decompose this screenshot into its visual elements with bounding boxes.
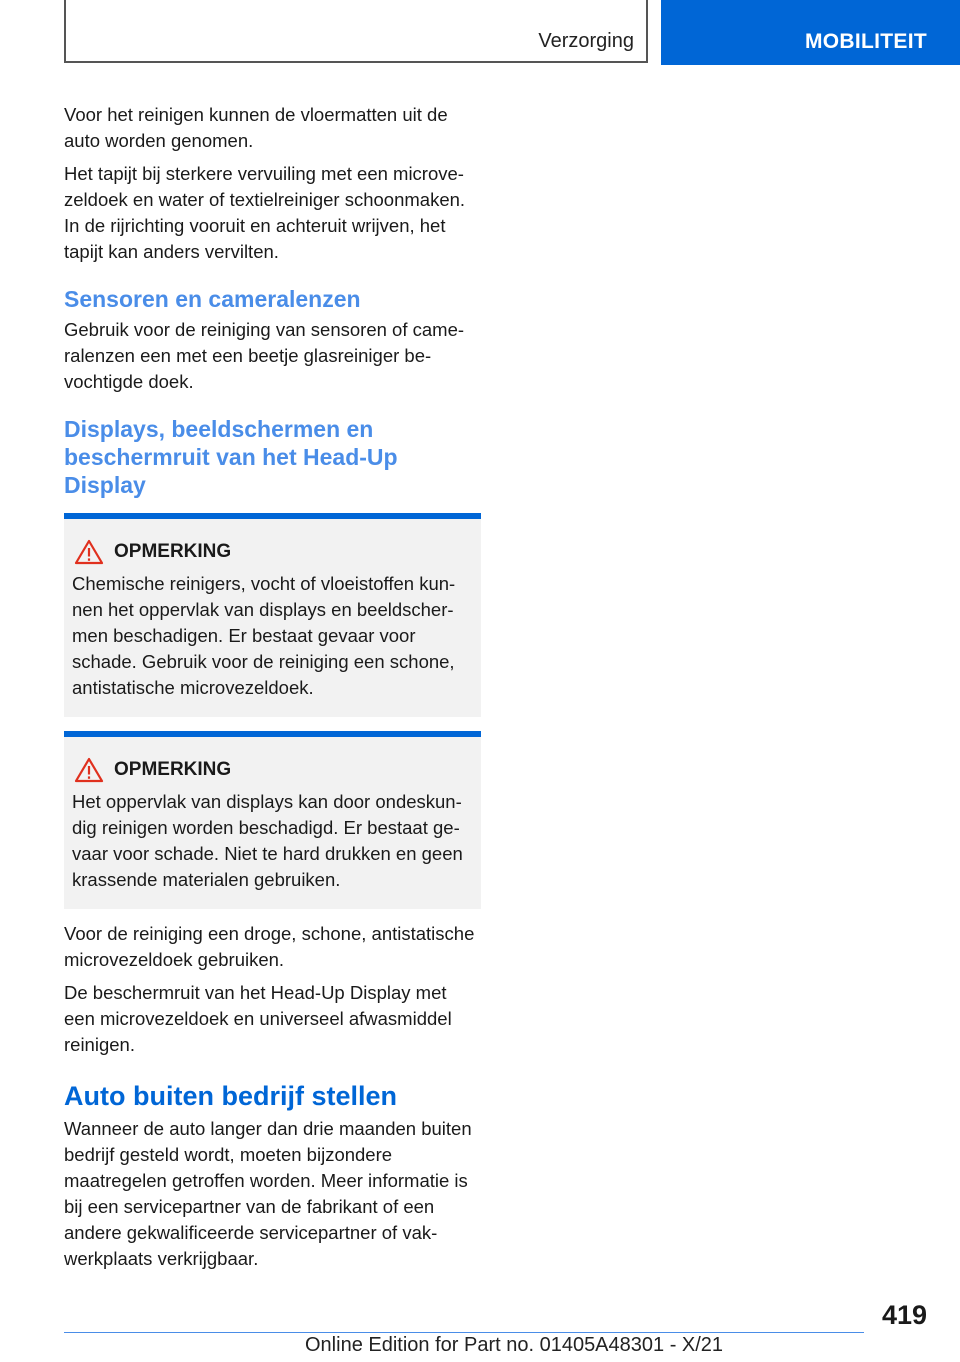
intro-paragraph-2: Het tapijt bij sterkere vervuiling met een microvezeldoek en water of textielreiniger schoonmaken. In de rijrichting vooruit en achteruit wrijven, het tapijt kan anders vervilten.: [64, 163, 466, 262]
warning-triangle-icon: [74, 539, 104, 565]
chapter-tab: [661, 0, 960, 65]
note-header: [72, 757, 471, 783]
main-column: [64, 102, 481, 1279]
intro-paragraph-1: Voor het reinigen kunnen de vloermatten uit de auto worden genomen.: [64, 104, 448, 151]
footer-edition: Online Edition for Part no. 01405A48301 - X/21: [305, 1334, 724, 1356]
note-box-1: [64, 513, 481, 717]
sensors-paragraph: Gebruik voor de reiniging van sensoren of cameralenzen een met een beetje glasreiniger bevochtigde doek.: [64, 319, 465, 392]
displays-paragraph-1: Voor de reiniging een droge, schone, antistatische microvezeldoek gebruiken.: [64, 923, 475, 970]
page-number: 419: [881, 1300, 927, 1330]
header-section-box: [64, 0, 648, 63]
storage-paragraph: Wanneer de auto langer dan drie maanden buiten bedrijf gesteld wordt, moeten bijzondere maatregelen getroffen worden. Meer informatie is bij een servicepartner van de fabrikant of een andere gekwalificeerde servicepartner of vakwerkplaats verkrijgbaar.: [64, 1118, 472, 1269]
note-title: OPMERKING: [114, 759, 232, 780]
displays-heading: Displays, beeldschermen en beschermruit van het Head-Up Display: [64, 416, 398, 498]
note-box-2: [64, 731, 481, 909]
sensors-heading: Sensoren en cameralenzen: [64, 286, 361, 312]
note-text: Chemische reinigers, vocht of vloeistoffen kunnen het oppervlak van displays en beeldschermen beschadigen. Er bestaat gevaar voor schade. Gebruik voor de reiniging een schone, antistatische microvezeldoek.: [72, 573, 456, 698]
note-title: OPMERKING: [114, 541, 232, 562]
footer-divider: [64, 1332, 864, 1333]
displays-paragraph-2: De beschermruit van het Head-Up Display met een microvezeldoek en universeel afwasmiddel reinigen.: [64, 982, 452, 1055]
note-header: [72, 539, 471, 565]
warning-triangle-icon: [74, 757, 104, 783]
note-text: Het oppervlak van displays kan door ondeskundig reinigen worden beschadigd. Er bestaat gevaar voor schade. Niet te hard drukken en geen krassende materialen gebruiken.: [72, 791, 463, 890]
section-title: Verzorging: [538, 30, 634, 52]
storage-heading: Auto buiten bedrijf stellen: [64, 1081, 398, 1111]
chapter-title: MOBILITEIT: [805, 30, 927, 53]
